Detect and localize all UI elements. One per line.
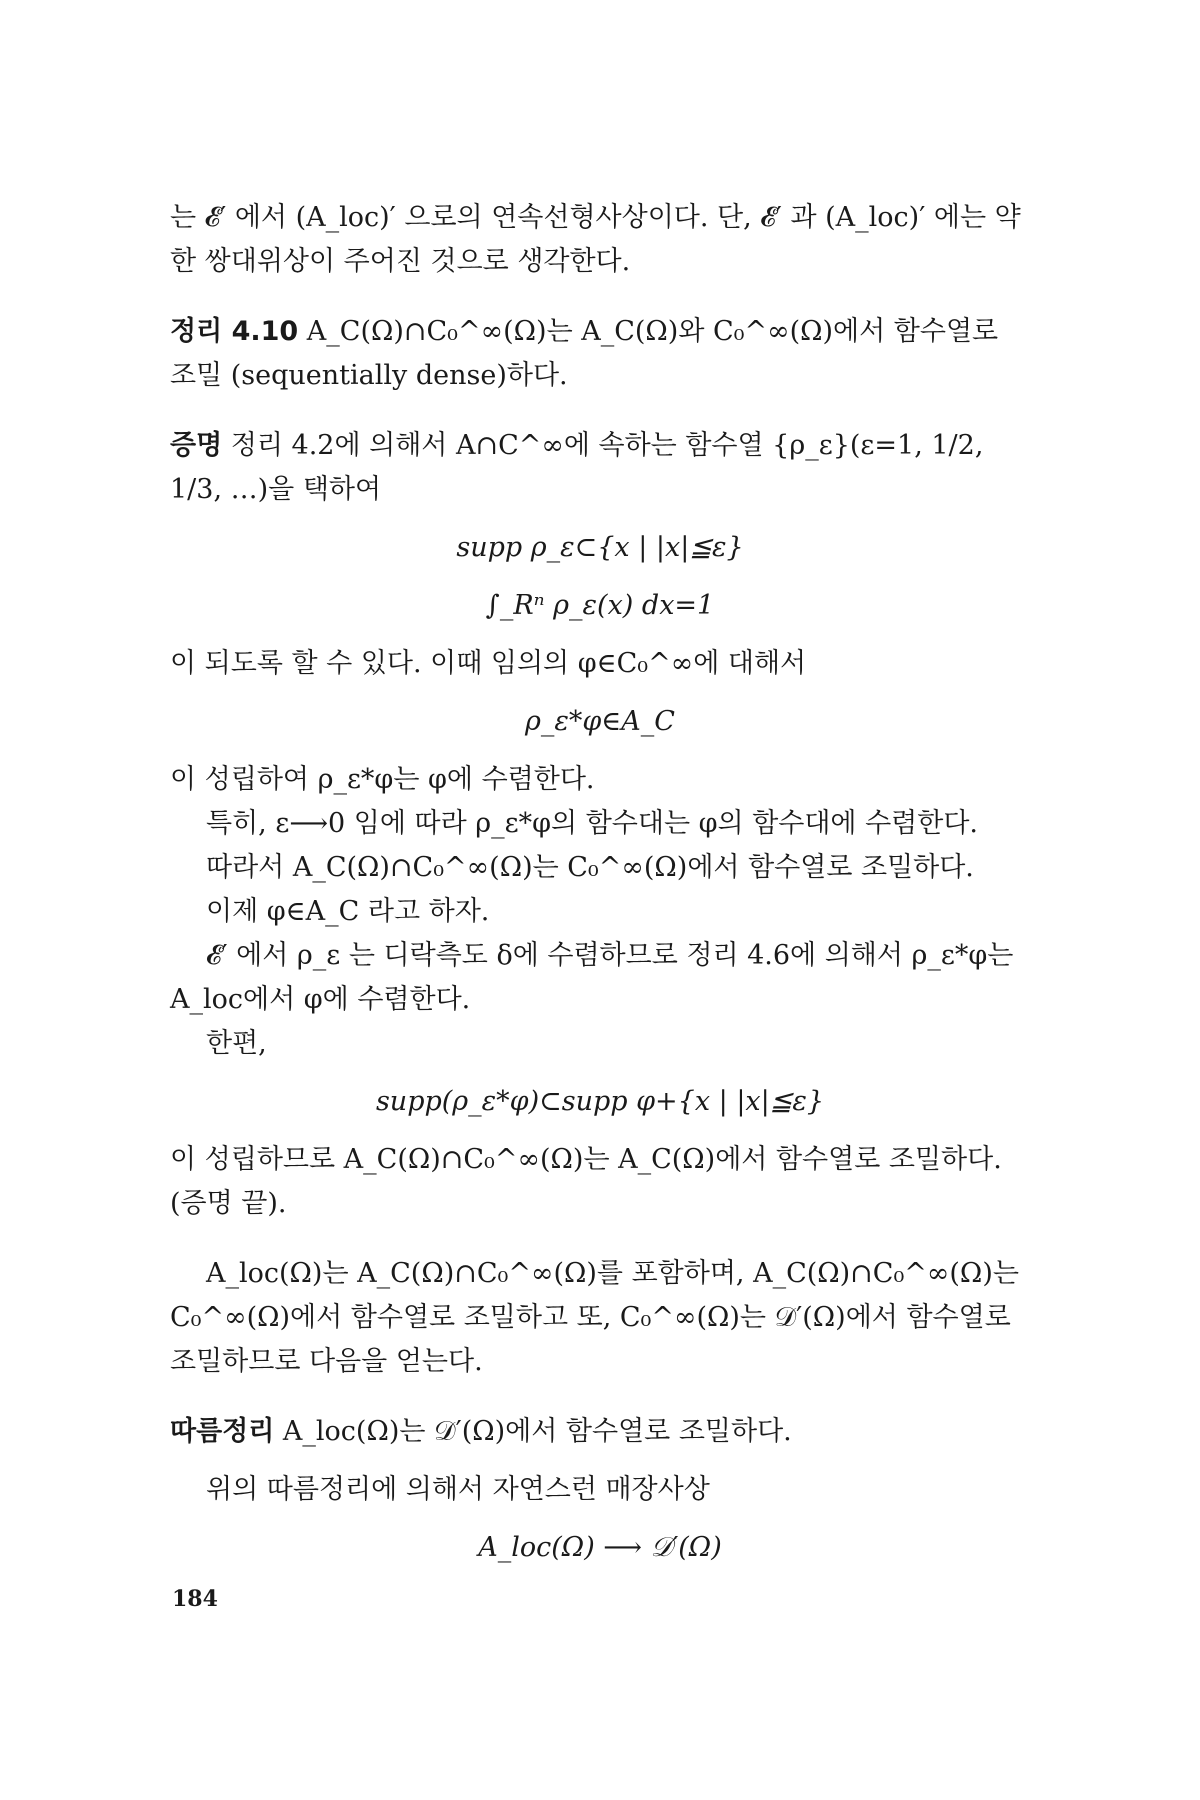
body-text — [170, 196, 1030, 1584]
equation-integral: ∫_Rⁿ ρ_ε(x) dx=1 — [485, 590, 715, 621]
paragraph-onehand: 한편, — [206, 1028, 267, 1059]
paragraph-contains: A_loc(Ω)는 A_C(Ω)∩C₀^∞(Ω)를 포함하며, A_C(Ω)∩C₀^∞(Ω)는 C₀^∞(Ω)에서 함수열로 조밀하고 또, C₀^∞(Ω)는 𝒟′(Ω)에서 함수열로 조밀하므로 다음을 얻는다. — [170, 1258, 1019, 1377]
paragraph-choose: 이 되도록 할 수 있다. 이때 임의의 φ∈C₀^∞에 대해서 — [170, 648, 807, 679]
proof-text: 정리 4.2에 의해서 A∩C^∞에 속하는 함수열 {ρ_ε}(ε=1, 1/2, 1/3, …)을 택하여 — [170, 430, 984, 505]
theorem-text: A_C(Ω)∩C₀^∞(Ω)는 A_C(Ω)와 C₀^∞(Ω)에서 함수열로 조밀 (sequentially dense)하다. — [170, 316, 999, 391]
paragraph-dense: 따라서 A_C(Ω)∩C₀^∞(Ω)는 C₀^∞(Ω)에서 함수열로 조밀하다. — [206, 852, 974, 883]
paragraph-embedding: 위의 따름정리에 의해서 자연스런 매장사상 — [206, 1474, 710, 1505]
equation-support: supp ρ_ε⊂{x | |x|≦ε} — [456, 532, 744, 563]
paragraph-delta: 𝓔′ 에서 ρ_ε 는 디락측도 δ에 수렴하므로 정리 4.6에 의해서 ρ_ε*φ는 A_loc에서 φ에 수렴한다. — [170, 940, 1014, 1015]
theorem-label: 정리 4.10 — [170, 316, 299, 347]
paragraph-qed: 이 성립하므로 A_C(Ω)∩C₀^∞(Ω)는 A_C(Ω)에서 함수열로 조밀하다. (증명 끝). — [170, 1144, 1002, 1219]
corollary — [170, 1410, 1030, 1454]
paragraph-let: 이제 φ∈A_C 라고 하자. — [206, 896, 490, 927]
corollary-label: 따름정리 — [170, 1416, 275, 1447]
corollary-text: A_loc(Ω)는 𝒟′(Ω)에서 함수열로 조밀하다. — [282, 1416, 792, 1447]
equation-embedding: A_loc(Ω) ⟶ 𝒟′(Ω) — [478, 1532, 722, 1563]
equation-convolution: ρ_ε*φ∈A_C — [525, 706, 675, 737]
proof-label: 증명 — [170, 430, 223, 461]
equation-supp-convolution: supp(ρ_ε*φ)⊂supp φ+{x | |x|≦ε} — [375, 1086, 825, 1117]
theorem-4-10 — [170, 310, 1030, 398]
proof-intro — [170, 424, 1030, 512]
paragraph-support-converge: 특히, ε⟶0 임에 따라 ρ_ε*φ의 함수대는 φ의 함수대에 수렴한다. — [206, 808, 979, 839]
paragraph-converge: 이 성립하여 ρ_ε*φ는 φ에 수렴한다. — [170, 764, 595, 795]
page-number: 184 — [172, 1586, 218, 1612]
paragraph-continuation: 는 𝓔′ 에서 (A_loc)′ 으로의 연속선형사상이다. 단, 𝓔′ 과 (A_loc)′ 에는 약한 쌍대위상이 주어진 것으로 생각한다. — [170, 202, 1021, 277]
